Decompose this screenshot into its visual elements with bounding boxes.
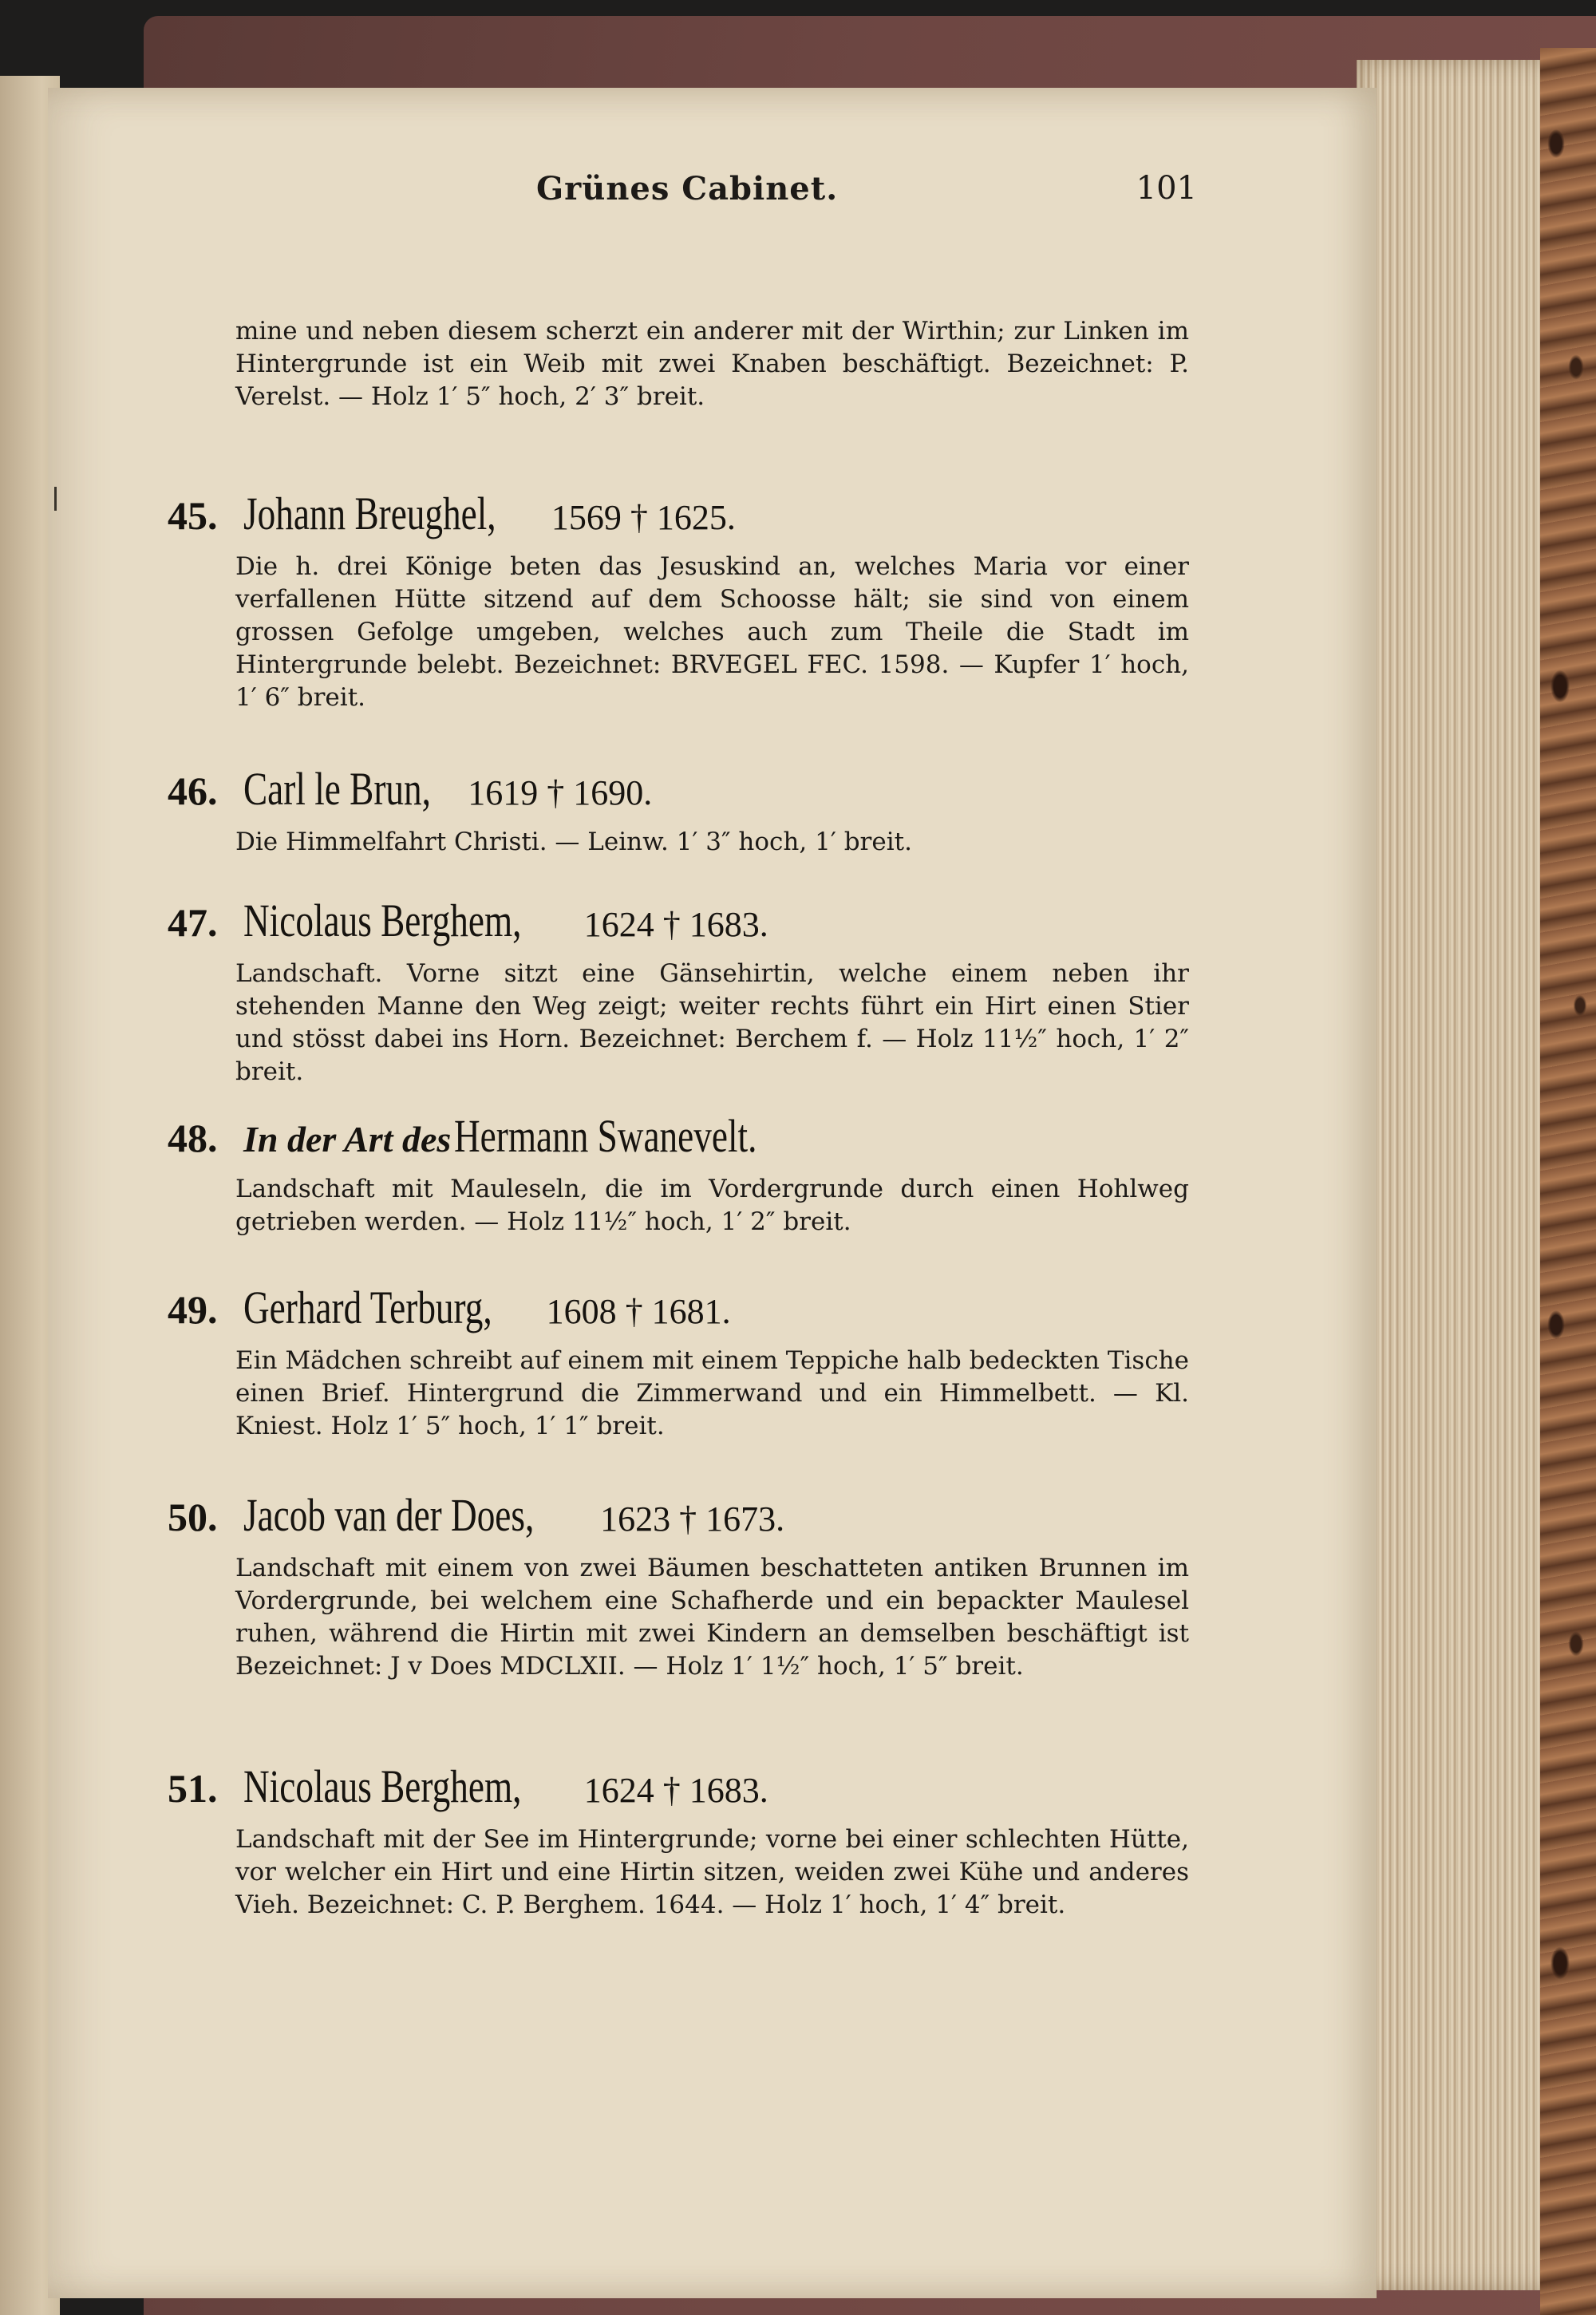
running-title: Grünes Cabinet. xyxy=(536,170,839,207)
artist-dates: 1624 † 1683. xyxy=(583,1771,768,1810)
marbled-edge xyxy=(1540,48,1596,2315)
entry-description: Landschaft mit Mauleseln, die im Vordergrunde durch einen Hohlweg getrieben werden. — Holz 11½″ hoch, 1′ 2″ breit. xyxy=(235,1175,1189,1236)
catalog-entry-46 xyxy=(168,762,1205,859)
page-number: 101 xyxy=(1136,170,1197,207)
catalog-entry-51 xyxy=(168,1760,1205,1922)
page-block-edges xyxy=(1357,60,1560,2290)
entry-description: Landschaft. Vorne sitzt eine Gänsehirtin, welche einem neben ihr stehenden Manne den Weg zeigt; weiter rechts führt ein Hirt einen Stier und stösst dabei ins Horn. Bezeichnet: Berchem f. — Holz 11½″ hoch, 1′ 2″ breit. xyxy=(235,959,1189,1086)
entry-number: 51. xyxy=(168,1766,218,1811)
artist-name: Nicolaus Berghem, xyxy=(243,895,522,946)
artist-dates: 1608 † 1681. xyxy=(546,1292,731,1331)
attribution-prefix: In der Art des xyxy=(243,1119,452,1159)
entry-description: Ein Mädchen schreibt auf einem mit einem Teppiche halb bedeckten Tische einen Brief. Hintergrund die Zimmerwand und ein Himmelbett. — Kl. Kniest. Holz 1′ 5″ hoch, 1′ 1″ breit. xyxy=(235,1346,1189,1440)
entry-number: 48. xyxy=(168,1116,218,1160)
artist-name: Jacob van der Does, xyxy=(243,1489,535,1541)
catalog-entry-49 xyxy=(168,1281,1205,1443)
intro-text: mine und neben diesem scherzt ein anderer mit der Wirthin; zur Linken im Hintergrunde ist ein Weib mit zwei Knaben beschäftigt. Bezeichnet: P. Verelst. — Holz 1′ 5″ hoch, 2′ 3″ breit. xyxy=(235,317,1189,411)
catalog-entry-50 xyxy=(168,1488,1205,1683)
artist-name: Carl le Brun, xyxy=(243,763,431,815)
entry-heading xyxy=(168,1760,1205,1817)
artist-name: Hermann Swanevelt. xyxy=(454,1110,757,1162)
artist-name: Johann Breughel, xyxy=(243,488,496,539)
catalog-entry-47 xyxy=(168,894,1205,1088)
entry-number: 45. xyxy=(168,493,218,538)
artist-name: Gerhard Terburg, xyxy=(243,1282,492,1333)
entry-description: Die h. drei Könige beten das Jesuskind an, welches Maria vor einer verfallenen Hütte sitzend auf dem Schoosse hält; sie sind von einem grossen Gefolge umgeben, welches auch zum Theile die Stadt im Hintergrunde belebt. Bezeichnet: BRVEGEL FEC. 1598. — Kupfer 1′ hoch, 1′ 6″ breit. xyxy=(235,552,1189,712)
entry-heading xyxy=(168,487,1205,544)
entry-description: Die Himmelfahrt Christi. — Leinw. 1′ 3″ hoch, 1′ breit. xyxy=(235,828,912,856)
artist-dates: 1624 † 1683. xyxy=(583,905,768,944)
entry-number: 49. xyxy=(168,1287,218,1332)
entry-number: 46. xyxy=(168,768,218,813)
entry-number: 47. xyxy=(168,900,218,945)
entry-description: Landschaft mit einem von zwei Bäumen beschatteten antiken Brunnen im Vordergrunde, bei welchem eine Schafherde und ein bepackter Maulesel ruhen, während die Hirtin mit zwei Kindern an demselben beschäftigt ist Bezeichnet: J v Does MDCLXII. — Holz 1′ 1½″ hoch, 1′ 5″ breit. xyxy=(235,1554,1189,1681)
catalog-entry-45 xyxy=(168,487,1205,714)
catalog-entry-48 xyxy=(168,1109,1205,1238)
artist-name: Nicolaus Berghem, xyxy=(243,1760,522,1812)
entry-heading xyxy=(168,1488,1205,1546)
page-header xyxy=(487,164,1197,219)
intro-paragraph xyxy=(235,315,1189,413)
entry-heading xyxy=(168,1109,1205,1167)
margin-mark xyxy=(54,487,57,511)
entry-heading xyxy=(168,762,1205,820)
entry-number: 50. xyxy=(168,1495,218,1539)
entry-heading xyxy=(168,894,1205,951)
entry-description: Landschaft mit der See im Hintergrunde; vorne bei einer schlechten Hütte, vor welcher ein Hirt und eine Hirtin sitzen, weiden zwei Kühe und anderes Vieh. Bezeichnet: C. P. Berghem. 1644. — Holz 1′ hoch, 1′ 4″ breit. xyxy=(235,1825,1189,1919)
artist-dates: 1619 † 1690. xyxy=(468,773,653,812)
artist-dates: 1569 † 1625. xyxy=(551,498,736,537)
entry-heading xyxy=(168,1281,1205,1338)
artist-dates: 1623 † 1673. xyxy=(600,1499,785,1539)
